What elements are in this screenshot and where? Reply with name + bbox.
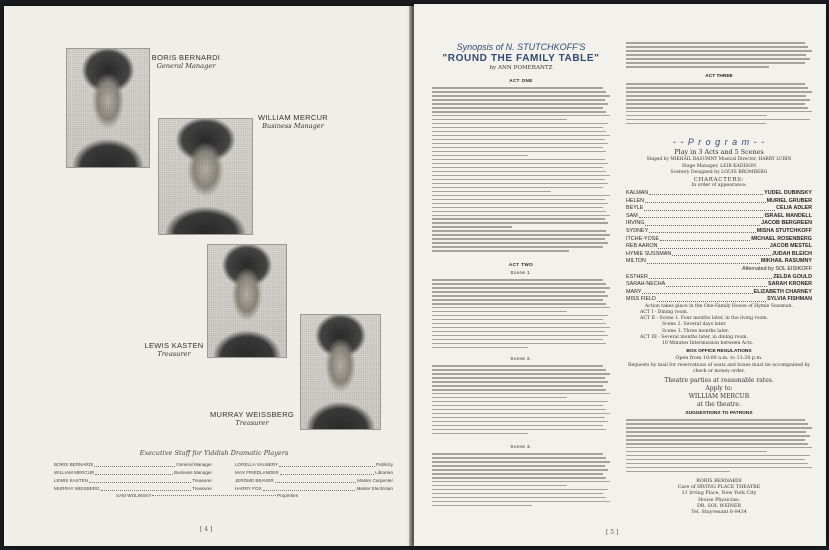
text-line [626, 119, 810, 121]
actor-name: SARAH KRONER [767, 281, 812, 288]
leader-dots [639, 213, 764, 218]
staff-role: Master Electrician [356, 486, 393, 491]
caption-4 [204, 411, 300, 427]
synopsis-heading [432, 42, 610, 71]
text-line [432, 489, 608, 491]
actor-name: JACOB MESTEL [769, 243, 812, 250]
text-line [432, 131, 606, 133]
text-line [432, 373, 610, 375]
text-line [432, 159, 605, 161]
role-name: ESTHER [626, 273, 648, 280]
contact-line: BORIS BERNARDI [696, 479, 742, 484]
text-line [432, 469, 608, 471]
text-line [626, 107, 808, 109]
left-page [4, 6, 412, 546]
text-line [432, 107, 603, 109]
text-line [432, 433, 528, 435]
caption-name: MURRAY WEISSBERG [209, 410, 295, 419]
text-line [432, 99, 605, 101]
text-line [432, 246, 603, 248]
by-line: by ANN POMERANTZ [489, 65, 553, 71]
staff-row [235, 469, 393, 477]
leader-dots [666, 281, 767, 286]
actor-name: MURIEL GRUBER [766, 197, 812, 204]
caption-1 [146, 54, 226, 70]
caption-role: Business Manager [262, 121, 324, 130]
leader-dots [275, 477, 357, 483]
text-line [432, 493, 603, 495]
staff-row [235, 485, 393, 493]
text-line [432, 497, 606, 499]
leader-dots [644, 205, 775, 210]
staff-row [235, 461, 393, 469]
text-line [626, 419, 805, 421]
text-line [626, 54, 806, 56]
text-line [432, 115, 610, 117]
text-line [432, 147, 603, 149]
text-line [432, 457, 606, 459]
text-line [626, 471, 730, 473]
text-line [432, 250, 569, 252]
synopsis-text-block [432, 453, 610, 509]
text-line [626, 435, 810, 437]
caption-name: BORIS BERNARDI [151, 53, 221, 62]
leader-dots [649, 228, 756, 233]
text-line [432, 307, 610, 309]
act-one-heading: ACT ONE [509, 78, 533, 83]
text-line [626, 42, 805, 44]
text-line [432, 203, 608, 205]
text-line [432, 226, 512, 228]
text-line [626, 87, 808, 89]
text-line [626, 447, 812, 449]
caption-role: Treasurer [157, 349, 191, 358]
text-line [432, 279, 603, 281]
text-line [626, 95, 806, 97]
text-line [432, 369, 606, 371]
scene-line: 10 Minutes Intermission between Acts. [662, 341, 754, 347]
portrait-murray-weissberg [300, 314, 381, 430]
actor-name: ELIZABETH CHARNEY [753, 288, 812, 295]
text-line [432, 425, 603, 427]
staff-name: LEWIS KASTEN [54, 478, 88, 483]
staged-by: Staged by MIKHAIL RASUMNY Musical Director, HARRY LUBIN [646, 157, 792, 162]
text-line [626, 427, 812, 429]
synopsis-text-block [626, 42, 812, 70]
theatre-parties: Theatre parties at reasonable rates. [664, 377, 774, 384]
text-line [626, 99, 810, 101]
text-line [432, 429, 606, 431]
text-line [432, 195, 610, 197]
text-line [432, 381, 608, 383]
right-page [414, 4, 826, 546]
text-line [432, 323, 606, 325]
actor-name: YUDEL DUBINSKY [764, 190, 812, 196]
apply-to: Apply to: [705, 385, 733, 392]
staff-role: Business Manager [173, 470, 212, 475]
text-line [432, 295, 608, 297]
text-line [432, 299, 603, 301]
staff-column-left [54, 461, 212, 493]
text-line [432, 119, 567, 121]
text-line [432, 331, 605, 333]
text-line [432, 91, 606, 93]
caption-role: Treasurer [235, 418, 269, 427]
text-line [432, 155, 528, 157]
leader-dots [94, 461, 175, 467]
text-line [626, 451, 767, 453]
cast-row [626, 213, 812, 221]
act-three-heading: ACT THREE [705, 74, 733, 79]
text-line [432, 135, 610, 137]
text-line [432, 377, 605, 379]
staff-name: HARRY FOX [235, 486, 262, 491]
role-name: SARAH-NECHA [626, 281, 666, 288]
text-line [432, 315, 608, 317]
text-line [432, 87, 603, 89]
text-line [626, 91, 812, 93]
cast-row [626, 296, 812, 304]
staff-row-solo [116, 493, 298, 498]
staff-name: MURRAY WEISBERG [54, 486, 100, 491]
role-name: SAM [626, 212, 638, 219]
text-line [432, 127, 603, 129]
caption-name: WILLIAM MERCUR [257, 113, 329, 122]
page-number-left: [ 4 ] [200, 526, 213, 533]
cast-row [626, 258, 812, 266]
leader-dots [647, 258, 760, 263]
text-line [432, 123, 608, 125]
actor-name: MICHAEL ROSENBERG [751, 235, 812, 242]
text-line [432, 163, 608, 165]
leader-dots [658, 243, 768, 248]
scene-1-heading: Scene 1. [510, 270, 532, 275]
text-line [432, 327, 610, 329]
leader-dots [101, 485, 192, 491]
text-line [626, 459, 805, 461]
scene-list [640, 310, 810, 347]
text-line [432, 311, 567, 313]
leader-dots [95, 469, 173, 475]
staff-name: MAX FRIEDLANDER [235, 470, 279, 475]
text-line [432, 287, 610, 289]
text-line [432, 191, 551, 193]
text-line [432, 218, 605, 220]
role-name: MARY [626, 288, 642, 295]
role-name: SYDNEY [626, 227, 649, 234]
scene-line: ACT I - Dining room. [640, 310, 689, 315]
text-line [432, 183, 608, 185]
actor-name: SYLVIA FISHMAN [767, 296, 812, 303]
leader-dots [279, 461, 375, 467]
cast-row [626, 198, 812, 206]
cast-row [626, 289, 812, 297]
role-name: MISS FIELD [626, 296, 656, 303]
actor-name: JUDAH BLEICH [771, 250, 812, 257]
staff-name: JEROME BEAVER [235, 478, 274, 483]
text-line [626, 103, 805, 105]
text-line [432, 303, 606, 305]
text-line [626, 111, 812, 113]
box-office-hours: Open from 10:00 a.m. to 11:30 p.m. [675, 356, 763, 361]
text-line [432, 143, 608, 145]
leader-dots [672, 251, 771, 256]
text-line [626, 455, 810, 457]
text-line [626, 66, 769, 68]
text-line [432, 179, 605, 181]
play-info: Play in 3 Acts and 5 Scenes [674, 148, 764, 156]
cast-row [626, 205, 812, 213]
text-line [432, 481, 610, 483]
text-line [432, 485, 567, 487]
role-name: REB AARON [626, 243, 658, 250]
text-line [626, 115, 767, 117]
caption-2 [248, 114, 338, 130]
text-line [432, 103, 608, 105]
staff-name: WILLIAM MERCUR [54, 470, 95, 475]
stage-manager: Stage Manager, LEIB KADISON [681, 164, 757, 169]
order-note: In order of appearance: [691, 183, 747, 188]
caption-role: General Manager [156, 61, 216, 70]
text-line [432, 211, 606, 213]
text-line [432, 95, 610, 97]
leader-dots [263, 485, 356, 491]
scene-2-heading: Scene 2. [510, 356, 532, 361]
scene-line: Scene 2. Several days later. [662, 322, 727, 328]
caption-3 [132, 342, 216, 358]
text-line [432, 215, 610, 217]
actor-name: CELIA ADLER [776, 205, 812, 212]
text-line [432, 139, 605, 141]
leader-dots [280, 469, 374, 475]
text-line [432, 401, 608, 403]
text-line [626, 83, 805, 85]
leader-dots [649, 274, 772, 279]
staff-role: Treasurer [192, 478, 212, 483]
text-line [432, 319, 603, 321]
text-line [626, 62, 805, 64]
contact-block [626, 479, 812, 516]
alternate-note: Alternated by SOL EISIKOFF [742, 265, 812, 272]
role-name: ITCHE-YOSE [626, 235, 659, 242]
synopsis-text-block [626, 83, 812, 127]
cast-row [626, 281, 812, 289]
contact-line: Tel. Stuyvesant 6-9434 [691, 510, 747, 516]
leader-dots [645, 198, 766, 203]
cast-row [626, 274, 812, 282]
text-line [432, 230, 606, 232]
actor-name: MISHA STUTCHKOFF [756, 227, 812, 234]
staff-role: Master Carpenter [357, 478, 393, 483]
text-line [432, 343, 606, 345]
staff-name: LORELLA VALMERY [235, 462, 279, 467]
contact-line: 11 Irving Place, New York City [681, 491, 757, 497]
text-line [432, 187, 603, 189]
text-line [432, 167, 603, 169]
leader-dots [645, 220, 760, 225]
suggestions-text-block [626, 419, 812, 475]
text-line [432, 335, 608, 337]
staff-row [54, 461, 212, 469]
text-line [432, 365, 603, 367]
text-line [626, 467, 812, 469]
cast-row [626, 190, 812, 198]
text-line [432, 405, 603, 407]
suggestions-heading: SUGGESTIONS TO PATRONS [685, 411, 753, 416]
synopsis-text-block [432, 365, 610, 437]
scene-line: ACT II - Scene 1. Four months later, in the living room. [640, 316, 769, 322]
apply-name: WILLIAM MERCUR [688, 393, 750, 400]
text-line [432, 477, 606, 479]
cast-row [626, 251, 812, 259]
synopsis-text-block [432, 279, 610, 351]
staff-role: Librarian [375, 470, 393, 475]
text-line [432, 413, 610, 415]
scenery-designer: Scenery Designed by LOUIS BROMBERG [670, 170, 768, 175]
text-line [432, 283, 606, 285]
text-line [626, 443, 808, 445]
portrait-lewis-kasten [207, 244, 287, 358]
text-line [626, 46, 808, 48]
role-name: KALMAN [626, 190, 649, 196]
text-line [626, 58, 810, 60]
staff-role: Publicity [375, 462, 393, 467]
scene-line: ACT III - Several months later, in dining room. [640, 334, 749, 340]
play-title: "ROUND THE FAMILY TABLE" [442, 53, 600, 64]
role-name: IRVING [626, 220, 645, 227]
characters-heading: CHARACTERS: [693, 177, 745, 183]
cast-row [626, 220, 812, 228]
role-name: HELEN [626, 197, 644, 204]
text-line [432, 505, 532, 507]
leader-dots [660, 236, 750, 241]
text-line [626, 463, 808, 465]
contact-line: House Physician: [698, 497, 740, 503]
text-line [432, 421, 608, 423]
staff-row [54, 485, 212, 493]
program-title: - - P r o g r a m - - [672, 137, 766, 147]
text-line [626, 123, 766, 125]
staff-role: Properties [277, 493, 298, 498]
staff-name: BORIS BERNARDI [54, 462, 94, 467]
text-line [432, 389, 606, 391]
box-office-heading: BOX OFFICE REGULATIONS [686, 349, 752, 354]
actor-name: ZELDA GOULD [773, 273, 812, 280]
cast-row [626, 236, 812, 244]
role-name: HYMIE SUSSMAN [626, 250, 672, 257]
text-line [432, 207, 603, 209]
role-name: MILTON [626, 258, 646, 265]
text-line [432, 453, 603, 455]
staff-title: Executive Staff for Yiddish Dramatic Players [139, 449, 289, 457]
synopsis-of: Synopsis of N. STUTCHKOFF'S [456, 42, 586, 52]
leader-dots [152, 493, 276, 496]
caption-name: LEWIS KASTEN [144, 341, 204, 350]
text-line [432, 397, 567, 399]
text-line [432, 151, 606, 153]
staff-role: Treasurer [192, 486, 212, 491]
staff-row [54, 477, 212, 485]
text-line [432, 238, 605, 240]
text-line [432, 234, 610, 236]
text-line [432, 385, 603, 387]
text-line [432, 291, 605, 293]
portrait-william-mercur [158, 118, 253, 235]
actor-name: MIKHAIL RASUMNY [760, 258, 812, 265]
page-number-right: [ 5 ] [606, 529, 619, 536]
text-line [432, 339, 603, 341]
scene-line: Scene 3. Three months later. [662, 328, 730, 334]
role-name: BEYLE [626, 205, 644, 212]
leader-dots [642, 289, 752, 294]
staff-role: General Manager [176, 462, 212, 467]
contact-line: Care of IRVING PLACE THEATRE [677, 485, 761, 491]
action-note: Action takes place in the One-Family House of Hymie Sussman. [644, 304, 794, 309]
scene-3-heading: Scene 3. [510, 444, 532, 449]
text-line [432, 417, 605, 419]
text-line [432, 501, 610, 503]
text-line [626, 50, 812, 52]
text-line [432, 465, 605, 467]
leader-dots [657, 296, 766, 301]
staff-row [235, 477, 393, 485]
box-office-requests: Requests by mail for reservations of seats and boxes must be accompanied by check or money order. [627, 363, 810, 374]
text-line [432, 171, 606, 173]
text-line [432, 222, 608, 224]
actor-name: ISRAEL MANDELL [764, 212, 812, 219]
cast-row [626, 228, 812, 236]
text-line [432, 347, 528, 349]
act-two-heading: ACT TWO [508, 262, 534, 267]
text-line [432, 175, 610, 177]
synopsis-text-block [432, 87, 610, 254]
cast-row [626, 243, 812, 251]
staff-row [54, 469, 212, 477]
portrait-boris-bernardi [66, 48, 150, 168]
leader-dots [649, 190, 763, 195]
staff-column-right [235, 461, 393, 493]
text-line [432, 242, 608, 244]
text-line [432, 199, 605, 201]
contact-line: DR. SOL WEINER [696, 503, 742, 509]
text-line [432, 111, 606, 113]
staff-name: SAM WOLINSKY [116, 493, 152, 498]
text-line [432, 393, 610, 395]
at-theatre: at the theatre. [697, 401, 741, 408]
leader-dots [89, 477, 191, 483]
text-line [626, 431, 806, 433]
actor-name: JACOB BERGREEN [761, 220, 812, 227]
cast-list [626, 190, 812, 304]
text-line [626, 423, 808, 425]
text-line [432, 409, 606, 411]
text-line [626, 439, 805, 441]
text-line [432, 461, 610, 463]
text-line [432, 473, 603, 475]
